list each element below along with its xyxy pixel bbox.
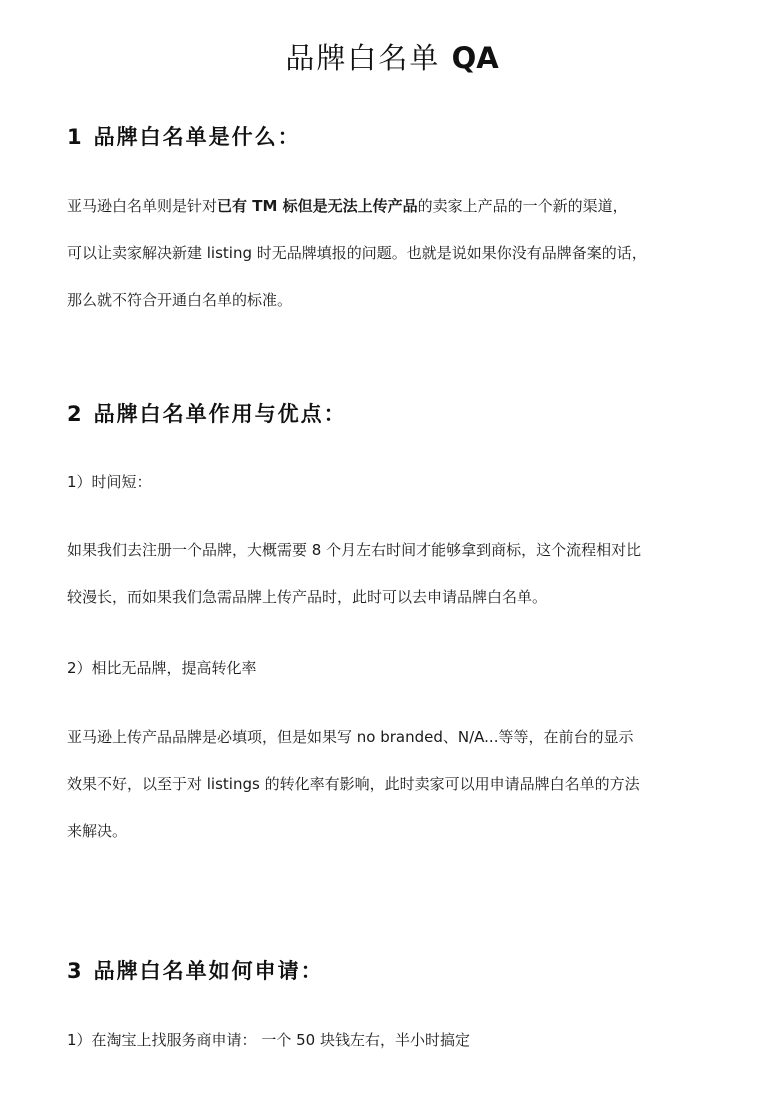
section-3-item-1-label: 1）在淘宝上找服务商申请： xyxy=(67,1031,257,1049)
section-2-item-1-paragraph xyxy=(67,527,727,621)
section-1-title: 品牌白名单是什么： xyxy=(93,125,301,149)
document-title-suffix: QA xyxy=(451,41,499,75)
section-1-paragraph xyxy=(67,183,727,324)
section-1-line-1-a: 亚马逊白名单则是针对 xyxy=(67,197,218,215)
section-2-title: 品牌白名单作用与优点： xyxy=(93,402,347,426)
section-1-line-2: 可以让卖家解决新建 listing 时无品牌填报的问题。也就是说如果你没有品牌备案的话， xyxy=(67,244,647,262)
section-2-number: 2 xyxy=(67,402,82,426)
section-3-title: 品牌白名单如何申请： xyxy=(93,959,324,983)
section-2-item-1-label: 1）时间短： xyxy=(67,473,152,491)
section-3-number: 3 xyxy=(67,959,82,983)
section-2-item-1-line-2: 较漫长，而如果我们急需品牌上传产品时，此时可以去申请品牌白名单。 xyxy=(67,588,548,606)
section-2-item-1-line-1: 如果我们去注册一个品牌，大概需要 8 个月左右时间才能够拿到商标，这个流程相对比 xyxy=(67,541,642,559)
section-2-item-2-label: 2）相比无品牌，提高转化率 xyxy=(67,659,257,677)
section-2-item-2-line-2: 效果不好，以至于对 listings 的转化率有影响，此时卖家可以用申请品牌白名单的方法 xyxy=(67,775,640,793)
section-2-item-2-line-1: 亚马逊上传产品品牌是必填项，但是如果写 no branded、N/A...等等，在前台的显示 xyxy=(67,728,634,746)
section-1-heading xyxy=(67,122,301,152)
section-1-line-3: 那么就不符合开通白名单的标准。 xyxy=(67,291,293,309)
section-2-item-2-line-3: 来解决。 xyxy=(67,822,128,840)
section-1-line-1 xyxy=(67,183,727,230)
section-1-number: 1 xyxy=(67,125,82,149)
section-3-heading xyxy=(67,956,324,986)
section-2-item-2-paragraph xyxy=(67,714,727,855)
section-3-item-1-text: 一个 50 块钱左右，半小时搞定 xyxy=(256,1031,470,1049)
section-1-line-1-c: 的卖家上产品的一个新的渠道， xyxy=(417,197,628,215)
document-title-main: 品牌白名单 xyxy=(285,41,441,75)
section-3-item-1 xyxy=(67,1028,470,1052)
section-1-emphasis: 已有 TM 标但是无法上传产品 xyxy=(217,197,418,215)
section-2-heading xyxy=(67,399,347,429)
document-title xyxy=(0,38,784,78)
